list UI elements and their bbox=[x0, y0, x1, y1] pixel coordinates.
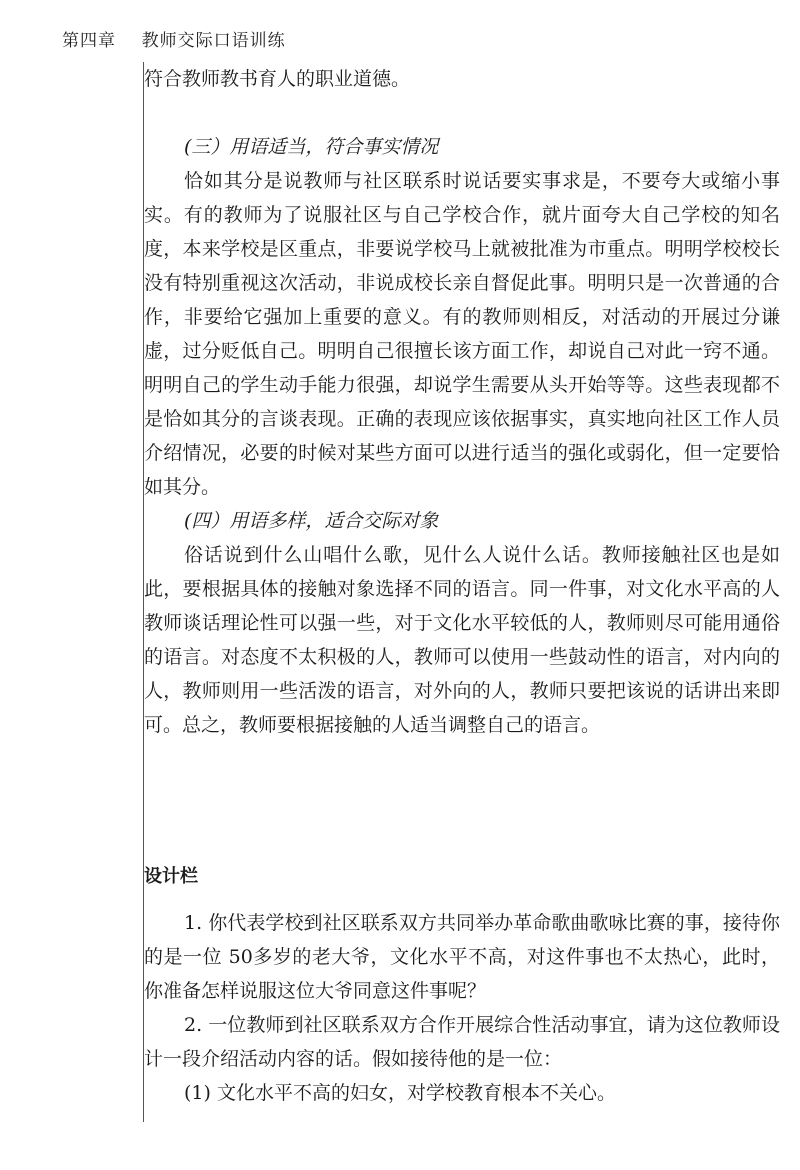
spacer bbox=[144, 742, 780, 860]
running-header bbox=[62, 26, 286, 51]
paragraph-intro-end: 符合教师教书育人的职业道德。 bbox=[144, 68, 411, 90]
chapter-number: 第四章 bbox=[62, 31, 116, 51]
exercise-1: 1. 你代表学校到社区联系双方共同举办革命歌曲歌咏比赛的事，接待你的是一位 50多岁的老大爷，文化水平不高，对这件事也不太热心，此时，你准备怎样说服这位大爷同意这件事呢？ bbox=[144, 912, 780, 1002]
spacer bbox=[144, 96, 780, 130]
paragraph-4: 俗话说到什么山唱什么歌，见什么人说什么话。教师接触社区也是如此，要根据具体的接触对象选择不同的语言。同一件事，对文化水平高的人教师谈话理论性可以强一些，对于文化水平较低的人，教师则尽可能用通俗的语言。对态度不太积极的人，教师可以使用一些鼓动性的语言，对内向的人，教师则用一些活泼的语言，对外向的人，教师只要把该说的话讲出来即可。总之，教师要根据接触的人适当调整自己的语言。 bbox=[144, 544, 780, 736]
exercise-2: 2. 一位教师到社区联系双方合作开展综合性活动事宜，请为这位教师设计一段介绍活动内容的话。假如接待他的是一位： bbox=[144, 1014, 780, 1070]
chapter-title: 教师交际口语训练 bbox=[141, 31, 286, 51]
page-body bbox=[144, 62, 780, 1110]
section-heading-4: (四）用语多样，适合交际对象 bbox=[184, 510, 439, 532]
paragraph-3: 恰如其分是说教师与社区联系时说话要实事求是，不要夸大或缩小事实。有的教师为了说服社区与自己学校合作，就片面夸大自己学校的知名度，本来学校是区重点，非要说学校马上就被批准为市重点。明明学校校长没有特别重视这次活动，非说成校长亲自督促此事。明明只是一次普通的合作，非要给它强加上重要的意义。有的教师则相反，对活动的开展过分谦虚，过分贬低自己。明明自己很擅长该方面工作，却说自己对此一窍不通。明明自己的学生动手能力很强，却说学生需要从头开始等等。这些表现都不是恰如其分的言谈表现。正确的表现应该依据事实，真实地向社区工作人员介绍情况，必要的时候对某些方面可以进行适当的强化或弱化，但一定要恰如其分。 bbox=[144, 170, 780, 498]
design-section-title: 设计栏 bbox=[144, 866, 198, 887]
exercise-2-item-1: (1) 文化水平不高的妇女，对学校教育根本不关心。 bbox=[184, 1082, 616, 1104]
section-heading-3: (三）用语适当，符合事实情况 bbox=[184, 136, 439, 158]
